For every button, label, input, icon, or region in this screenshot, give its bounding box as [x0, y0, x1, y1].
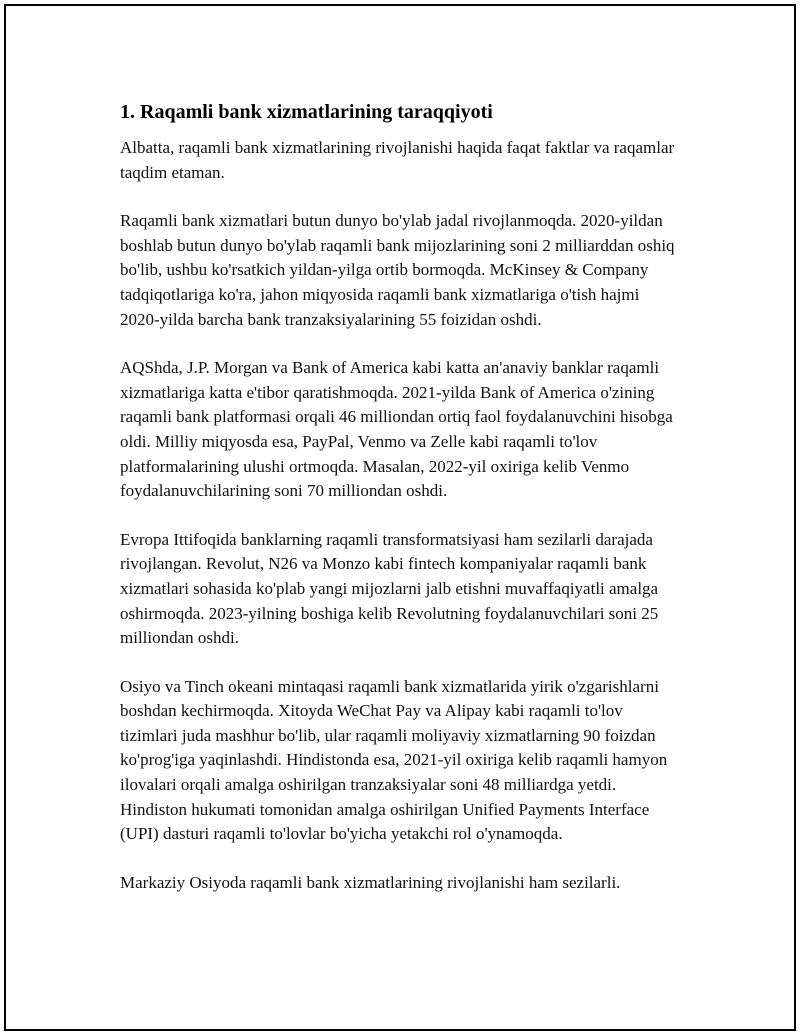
paragraph-europe: Evropa Ittifoqida banklarning raqamli transformatsiyasi ham sezilarli darajada rivojlangan. Revolut, N26 va Monzo kabi fintech kompaniyalar raqamli bank xizmatlari sohasida ko'plab yangi mijozlarni jalb etishni muvaffaqiyatli amalga oshirmoqda. 2023-yilning boshiga kelib Revolutning foydalanuvchilari soni 25 milliondan oshdi.	[120, 529, 659, 648]
page-frame	[4, 4, 796, 1031]
paragraph-central-asia: Markaziy Osiyoda raqamli bank xizmatlarining rivojlanishi ham sezilarli.	[120, 872, 621, 892]
paragraph-asia: Osiyo va Tinch okeani mintaqasi raqamli bank xizmatlarida yirik o'zgarishlarni boshdan kechirmoqda. Xitoyda WeChat Pay va Alipay kabi raqamli to'lov tizimlari juda mashhur bo'lib, ular raqamli moliyaviy xizmatlarning 90 foizdan ko'prog'iga yaqinlashdi. Hindistonda esa, 2021-yil oxiriga kelib raqamli hamyon ilovalari orqali amalga oshirilgan tranzaksiyalar soni 48 milliardga yetdi. Hindiston hukumati tomonidan amalga oshirilgan Unified Payments Interface (UPI) dasturi raqamli to'lovlar bo'yicha yetakchi rol o'ynamoqda.	[120, 676, 668, 844]
document-body	[120, 98, 680, 919]
paragraph-global: Raqamli bank xizmatlari butun dunyo bo'ylab jadal rivojlanmoqda. 2020-yildan boshlab butun dunyo bo'ylab raqamli bank mijozlarining soni 2 milliarddan oshiq bo'lib, ushbu ko'rsatkich yildan-yilga ortib bormoqda. McKinsey & Company tadqiqotlariga ko'ra, jahon miqyosida raqamli bank xizmatlariga o'tish hajmi 2020-yilda barcha bank tranzaksiyalarining 55 foizidan oshdi.	[120, 211, 675, 329]
paragraph-intro: Albatta, raqamli bank xizmatlarining rivojlanishi haqida faqat faktlar va raqamlar taqdim etaman.	[120, 138, 675, 182]
paragraph-usa: AQShda, J.P. Morgan va Bank of America kabi katta an'anaviy banklar raqamli xizmatlariga katta e'tibor qaratishmoqda. 2021-yilda Bank of America o'zining raqamli bank platformasi orqali 46 milliondan ortiq faol foydalanuvchini hisobga oldi. Milliy miqyosda esa, PayPal, Venmo va Zelle kabi raqamli to'lov platformalarining ulushi ortmoqda. Masalan, 2022-yil oxiriga kelib Venmo foydalanuvchilarining soni 70 milliondan oshdi.	[120, 358, 673, 501]
section-heading: 1. Raqamli bank xizmatlarining taraqqiyoti	[120, 101, 493, 123]
